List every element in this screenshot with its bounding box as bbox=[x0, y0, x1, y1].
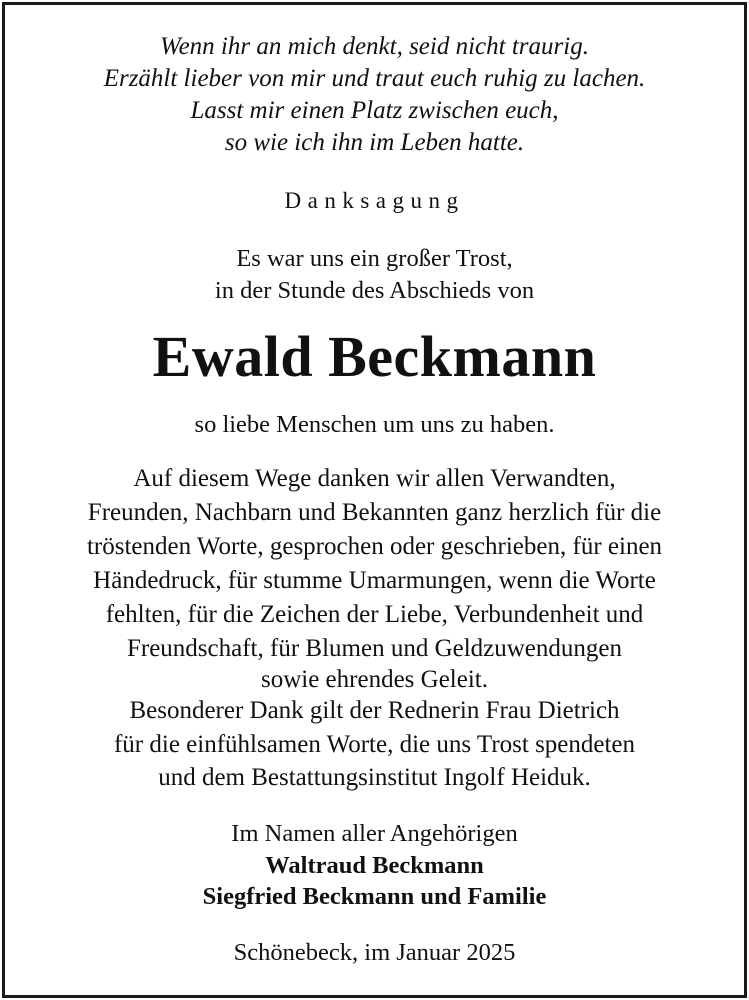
thanks-line: und dem Bestattungsinstitut Ingolf Heiduk. bbox=[158, 764, 591, 791]
signature-name: Siegfried Beckmann und Familie bbox=[202, 883, 547, 910]
thanks-line: Händedruck, für stumme Umarmungen, wenn die Worte bbox=[93, 567, 656, 594]
thanks-line: Freunden, Nachbarn und Bekannten ganz herzlich für die bbox=[87, 499, 662, 526]
intro-line: Es war uns ein großer Trost, bbox=[236, 245, 513, 272]
thanks-line: fehlten, für die Zeichen der Liebe, Verbundenheit und bbox=[105, 601, 644, 628]
signature-name: Waltraud Beckmann bbox=[265, 852, 484, 879]
poem-line: Erzählt lieber von mir und traut euch ruhig zu lachen. bbox=[103, 65, 646, 92]
obituary-notice bbox=[2, 2, 747, 998]
poem-line: Wenn ihr an mich denkt, seid nicht traurig. bbox=[160, 33, 589, 60]
after-name-line: so liebe Menschen um uns zu haben. bbox=[194, 411, 555, 438]
thanks-line: für die einfühlsamen Worte, die uns Trost spendeten bbox=[113, 731, 636, 758]
heading-danksagung: Danksagung bbox=[284, 188, 465, 213]
thanks-line: sowie ehrendes Geleit. bbox=[260, 666, 488, 693]
poem-line: Lasst mir einen Platz zwischen euch, bbox=[190, 97, 559, 124]
deceased-name: Ewald Beckmann bbox=[152, 324, 597, 389]
thanks-line: Besonderer Dank gilt der Rednerin Frau Dietrich bbox=[129, 697, 620, 724]
intro-line: in der Stunde des Abschieds von bbox=[214, 277, 535, 304]
thanks-line: Auf diesem Wege danken wir allen Verwandten, bbox=[133, 465, 616, 492]
thanks-line: Freundschaft, für Blumen und Geldzuwendungen bbox=[126, 635, 623, 662]
signature-intro: Im Namen aller Angehörigen bbox=[231, 820, 518, 847]
thanks-line: tröstenden Worte, gesprochen oder geschrieben, für einen bbox=[86, 533, 663, 560]
poem-line: so wie ich ihn im Leben hatte. bbox=[224, 129, 525, 156]
place-date: Schönebeck, im Januar 2025 bbox=[233, 939, 516, 966]
